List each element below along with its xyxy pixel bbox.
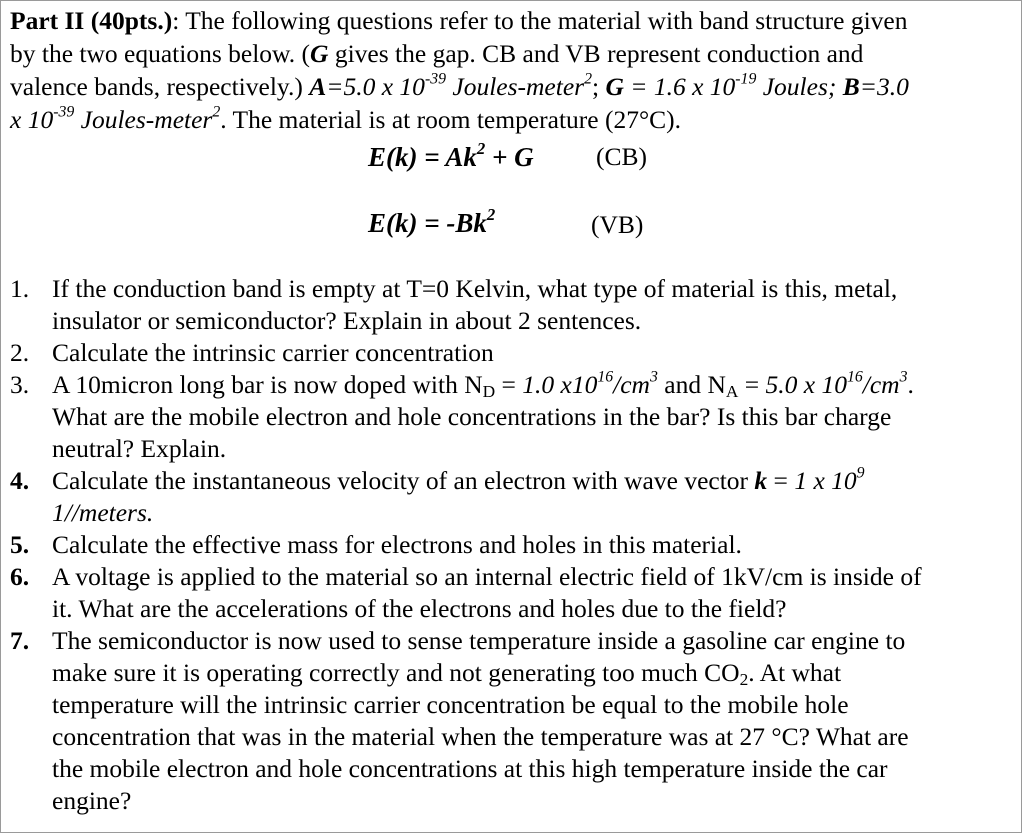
question-3-line-2: What are the mobile electron and hole concentrations in the bar? Is this bar charge: [52, 402, 892, 431]
question-7-line-5: the mobile electron and hole concentrations at this high temperature inside the car: [52, 754, 888, 783]
question-1-line-2: insulator or semiconductor? Explain in about 2 sentences.: [52, 306, 642, 335]
part-title: Part II (40pts.): [10, 6, 173, 35]
question-1-number: 1.: [10, 274, 30, 303]
question-1-line-1: If the conduction band is empty at T=0 Kelvin, what type of material is this, metal,: [52, 274, 898, 303]
question-5-line-1: Calculate the effective mass for electrons and holes in this material.: [52, 530, 742, 559]
intro-line-2: by the two equations below. (G gives the gap. CB and VB represent conduction and: [10, 39, 864, 68]
vb-equation: $E(k) = -Bk^2$: [368, 204, 496, 238]
question-3-number: 3.: [10, 370, 30, 399]
intro-line-4: x $10^{-39}$ Joules-meter$^2$. The material is at room temperature (27°C).: [10, 103, 682, 134]
question-3-line-3: neutral? Explain.: [52, 434, 227, 463]
question-7-line-1: The semiconductor is now used to sense temperature inside a gasoline car engine to: [52, 626, 906, 655]
question-7-line-2: make sure it is operating correctly and not generating too much $CO_2$. At what: [52, 658, 842, 689]
question-3-line-1: A 10micron long bar is now doped with $N_D = 1.0$ $x10^{16}/cm^3$ and $N_A = 5.0$ x $10^{16}/cm^3$.: [52, 368, 914, 401]
question-6-number: 6.: [10, 562, 30, 591]
intro-line-3: valence bands, respectively.) A=5.0 x $10^{-39}$ Joules-meter$^2$; G = 1.6 x $10^{-19}$ Joules; B=3.0: [10, 70, 909, 101]
question-2-number: 2.: [10, 338, 30, 367]
question-6-line-2: it. What are the accelerations of the electrons and holes due to the field?: [52, 594, 787, 623]
question-6-line-1: A voltage is applied to the material so an internal electric field of 1kV/cm is inside of: [52, 562, 922, 591]
cb-label: (CB): [596, 142, 647, 171]
question-4-number: 4.: [10, 466, 30, 495]
question-7-line-4: concentration that was in the material when the temperature was at 27 °C? What are: [52, 722, 909, 751]
question-4-line-2: 1//meters.: [52, 498, 154, 527]
question-7-line-3: temperature will the intrinsic carrier concentration be equal to the mobile hole: [52, 690, 849, 719]
intro-line-1: Part II (40pts.): The following questions refer to the material with band structure given: [10, 6, 908, 35]
question-7-line-6: engine?: [52, 786, 132, 815]
question-7-number: 7.: [10, 626, 30, 655]
question-2-line-1: Calculate the intrinsic carrier concentration: [52, 338, 494, 367]
question-5-number: 5.: [10, 530, 30, 559]
vb-label: (VB): [591, 210, 644, 239]
cb-equation: $E(k) = Ak^2 + G$: [368, 138, 534, 172]
question-4-line-1: Calculate the instantaneous velocity of an electron with wave vector k = 1 x $10^9$: [52, 464, 865, 495]
